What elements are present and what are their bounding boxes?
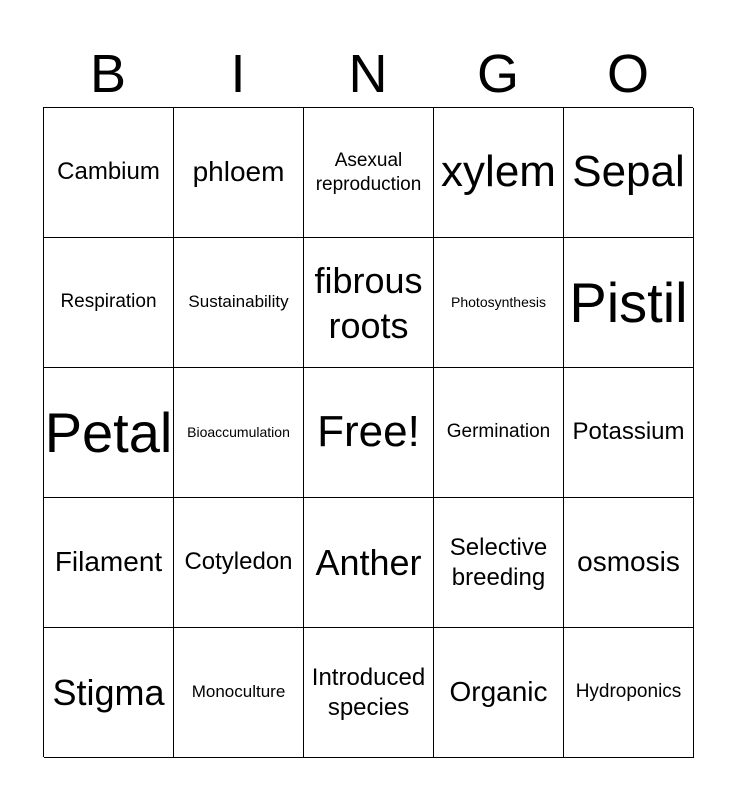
- bingo-cell[interactable]: osmosis: [564, 498, 694, 628]
- header-letter-g: G: [476, 44, 519, 104]
- header-letter-n: N: [348, 44, 388, 104]
- bingo-cell[interactable]: Monoculture: [174, 628, 304, 758]
- bingo-cell[interactable]: Asexual reproduction: [304, 108, 434, 238]
- bingo-cell[interactable]: Cotyledon: [174, 498, 304, 628]
- bingo-cell[interactable]: phloem: [174, 108, 304, 238]
- bingo-cell[interactable]: Stigma: [44, 628, 174, 758]
- header-letter-o: O: [606, 44, 649, 104]
- bingo-cell[interactable]: xylem: [434, 108, 564, 238]
- bingo-cell[interactable]: Filament: [44, 498, 174, 628]
- bingo-cell[interactable]: Photosynthesis: [434, 238, 564, 368]
- bingo-cell[interactable]: Respiration: [44, 238, 174, 368]
- bingo-header: [43, 40, 693, 108]
- bingo-cell free-space[interactable]: Free!: [304, 368, 434, 498]
- bingo-cell[interactable]: Hydroponics: [564, 628, 694, 758]
- header-letter-i: I: [230, 44, 246, 104]
- bingo-cell[interactable]: Introduced species: [304, 628, 434, 758]
- bingo-cell[interactable]: Potassium: [564, 368, 694, 498]
- bingo-cell[interactable]: Petal: [44, 368, 174, 498]
- bingo-cell[interactable]: Sepal: [564, 108, 694, 238]
- bingo-cell[interactable]: Sustainability: [174, 238, 304, 368]
- bingo-grid: [43, 107, 693, 757]
- bingo-cell[interactable]: fibrous roots: [304, 238, 434, 368]
- bingo-cell[interactable]: Bioaccumulation: [174, 368, 304, 498]
- bingo-cell[interactable]: Cambium: [44, 108, 174, 238]
- bingo-cell[interactable]: Selective breeding: [434, 498, 564, 628]
- bingo-cell[interactable]: Pistil: [564, 238, 694, 368]
- bingo-cell[interactable]: Organic: [434, 628, 564, 758]
- bingo-cell[interactable]: Germination: [434, 368, 564, 498]
- header-letter-b: B: [89, 44, 127, 104]
- bingo-cell[interactable]: Anther: [304, 498, 434, 628]
